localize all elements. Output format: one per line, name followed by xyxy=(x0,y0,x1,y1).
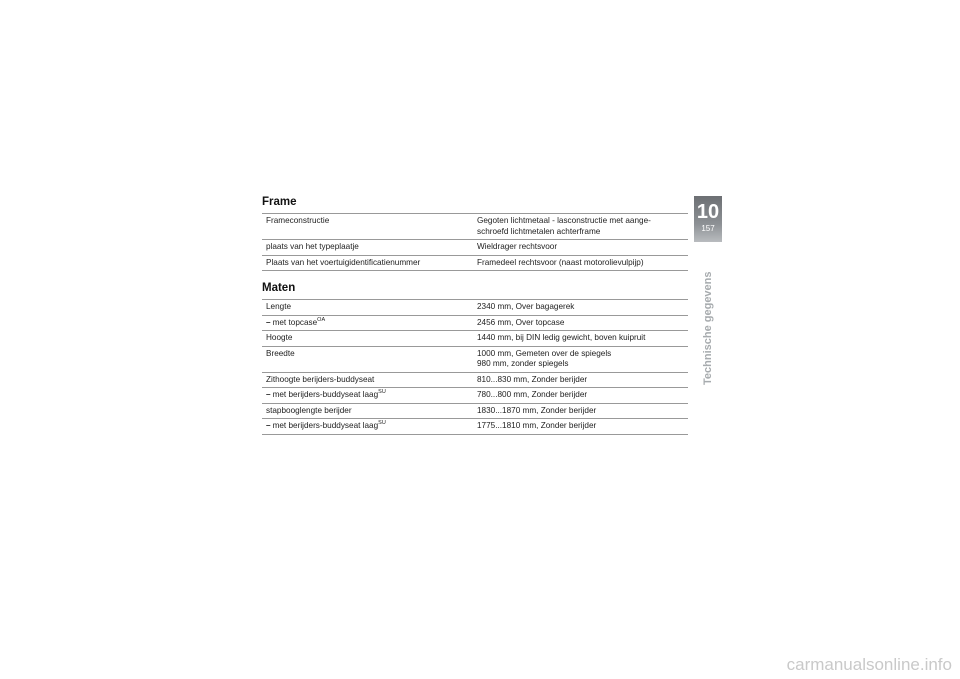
dash-marker: – xyxy=(266,421,271,430)
table-row xyxy=(262,300,688,316)
option-code: SU xyxy=(378,420,386,426)
row-value: 810...830 mm, Zonder berijder xyxy=(477,374,588,384)
table-row xyxy=(262,214,688,240)
row-value: 1440 mm, bij DIN ledig gewicht, boven kuipruit xyxy=(477,333,646,342)
table-row xyxy=(262,240,688,256)
row-key: Lengte xyxy=(266,302,292,311)
row-key-cell xyxy=(262,315,473,331)
chapter-tab xyxy=(694,196,722,242)
row-value: 780...800 mm, Zonder berijder xyxy=(477,390,588,399)
row-key-cell xyxy=(262,419,473,435)
section-title-frame: Frame xyxy=(262,196,297,208)
table-row xyxy=(262,346,688,372)
table-row xyxy=(262,403,688,419)
page-content xyxy=(262,195,688,435)
row-value: Framedeel rechtsvoor (naast motorolievulpijp) xyxy=(477,257,644,267)
row-key: Plaats van het voertuigidentificatienummer xyxy=(266,257,421,267)
row-key: Hoogte xyxy=(266,333,293,342)
row-key: met berijders-buddyseat laag xyxy=(272,390,379,399)
chapter-number: 10 xyxy=(696,201,720,223)
watermark: carmanualsonline.info xyxy=(786,655,952,674)
table-row xyxy=(262,255,688,271)
row-key: met berijders-buddyseat laag xyxy=(272,421,379,430)
dash-marker: – xyxy=(266,317,271,327)
row-value: Wieldrager rechtsvoor xyxy=(477,242,558,251)
row-key: stapbooglengte berijder xyxy=(266,405,352,415)
table-row xyxy=(262,419,688,435)
row-key-cell xyxy=(262,388,473,404)
frame-table xyxy=(262,213,688,271)
row-value: 2340 mm, Over bagagerek xyxy=(477,302,575,311)
row-key: Breedte xyxy=(266,348,295,358)
page-number: 157 xyxy=(701,224,715,233)
chapter-side-label: Technische gegevens xyxy=(702,271,714,385)
row-value: 2456 mm, Over topcase xyxy=(477,317,565,327)
row-key: Zithoogte berijders-buddyseat xyxy=(266,374,375,384)
maten-table xyxy=(262,299,688,435)
table-row xyxy=(262,372,688,388)
option-code: SU xyxy=(378,389,386,395)
row-key: plaats van het typeplaatje xyxy=(266,242,359,251)
dash-marker: – xyxy=(266,390,271,399)
row-key: Frameconstructie xyxy=(266,216,330,225)
row-value: 1775...1810 mm, Zonder berijder xyxy=(477,421,597,430)
row-key: met topcase xyxy=(272,317,318,327)
section-title-maten: Maten xyxy=(262,282,296,294)
table-row xyxy=(262,315,688,331)
table-row xyxy=(262,388,688,404)
table-row xyxy=(262,331,688,347)
option-code: OA xyxy=(317,316,326,323)
row-value: 1000 mm, Gemeten over de spiegels 980 mm, zonder spiegels xyxy=(477,348,612,368)
row-value: Gegoten lichtmetaal - lasconstructie met aange- schroefd lichtmetalen achterframe xyxy=(477,216,651,236)
row-value: 1830...1870 mm, Zonder berijder xyxy=(477,405,597,415)
